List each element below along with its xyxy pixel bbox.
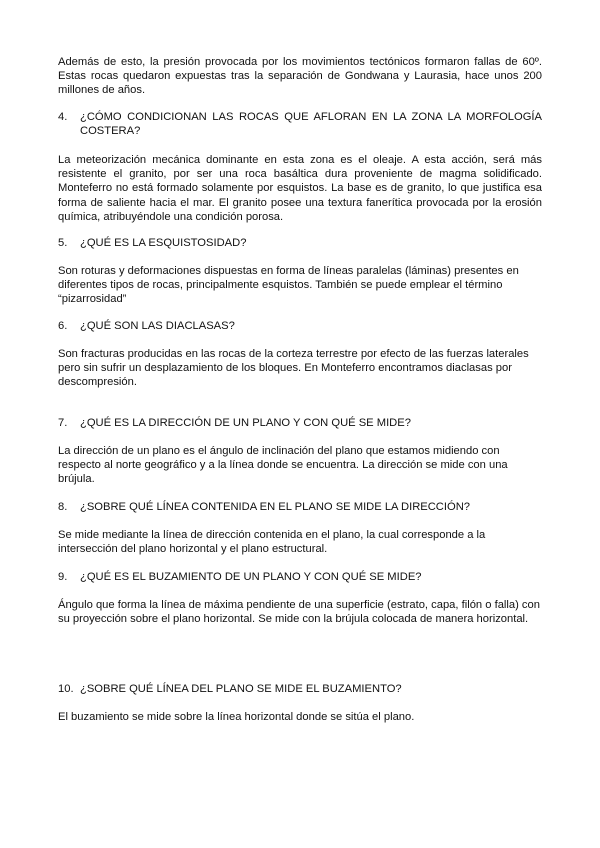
- section-question: ¿QUÉ ES LA DIRECCIÓN DE UN PLANO Y CON QUÉ SE MIDE?: [80, 417, 411, 429]
- section-answer-9: Ángulo que forma la línea de máxima pendiente de una superficie (estrato, capa, filón o falla) con su proyección sobre el plano horizontal. Se mide con la brújula colocada de manera horizontal.: [58, 599, 540, 626]
- section-answer-7: La dirección de un plano es el ángulo de inclinación del plano que estamos midiendo con respecto al norte geográfico y a la línea donde se encuentra. La dirección se mide con una brújula.: [58, 445, 508, 486]
- section-answer-5: Son roturas y deformaciones dispuestas en forma de líneas paralelas (láminas) presentes en diferentes tipos de rocas, principalmente esquistos. También se puede emplear el término “pizarrosidad”: [58, 265, 519, 306]
- section-number: 5.: [58, 237, 68, 249]
- section-question: ¿SOBRE QUÉ LÍNEA CONTENIDA EN EL PLANO SE MIDE LA DIRECCIÓN?: [80, 501, 471, 513]
- section-answer-6: Son fracturas producidas en las rocas de la corteza terrestre por efecto de las fuerzas laterales pero sin sufrir un desplazamiento de los bloques. En Monteferro encontramos diaclasas por descompresión.: [58, 348, 529, 389]
- section-question: ¿CÓMO CONDICIONAN LAS ROCAS QUE AFLORAN EN LA ZONA LA MORFOLOGÍA COSTERA?: [80, 111, 542, 138]
- section-number: 6.: [58, 320, 68, 332]
- section-number: 10.: [58, 683, 74, 695]
- section-heading-4: [58, 110, 542, 138]
- intro-paragraph: Además de esto, la presión provocada por los movimientos tectónicos formaron fallas de 60º. Estas rocas quedaron expuestas tras la separación de Gondwana y Laurasia, hace unos 200 millones de años.: [58, 56, 542, 97]
- section-heading-6: [58, 319, 542, 333]
- section-question: ¿QUÉ ES EL BUZAMIENTO DE UN PLANO Y CON QUÉ SE MIDE?: [80, 571, 422, 583]
- section-heading-7: [58, 416, 542, 430]
- section-question: ¿QUÉ SON LAS DIACLASAS?: [80, 320, 235, 332]
- section-answer-4: La meteorización mecánica dominante en esta zona es el oleaje. A esta acción, será más resistente el granito, por ser una roca basáltica dura proveniente de magma solidificado. Monteferro no está formado solamente por esquistos. La base es de granito, lo que justifica esa forma de saliente hacia el mar. El granito posee una textura fanerítica provocada por la erosión química, atribuyéndole una condición porosa.: [58, 154, 542, 223]
- section-number: 4.: [58, 111, 68, 123]
- section-heading-8: [58, 500, 542, 514]
- section-answer-10: El buzamiento se mide sobre la línea horizontal donde se sitúa el plano.: [58, 711, 415, 723]
- section-number: 9.: [58, 571, 68, 583]
- section-heading-5: [58, 236, 542, 250]
- section-answer-8: Se mide mediante la línea de dirección contenida en el plano, la cual corresponde a la intersección del plano horizontal y el plano estructural.: [58, 529, 486, 556]
- section-question: ¿SOBRE QUÉ LÍNEA DEL PLANO SE MIDE EL BUZAMIENTO?: [80, 683, 402, 695]
- section-heading-10: [58, 682, 542, 696]
- section-number: 7.: [58, 417, 68, 429]
- section-number: 8.: [58, 501, 68, 513]
- section-question: ¿QUÉ ES LA ESQUISTOSIDAD?: [80, 237, 247, 249]
- section-heading-9: [58, 570, 542, 584]
